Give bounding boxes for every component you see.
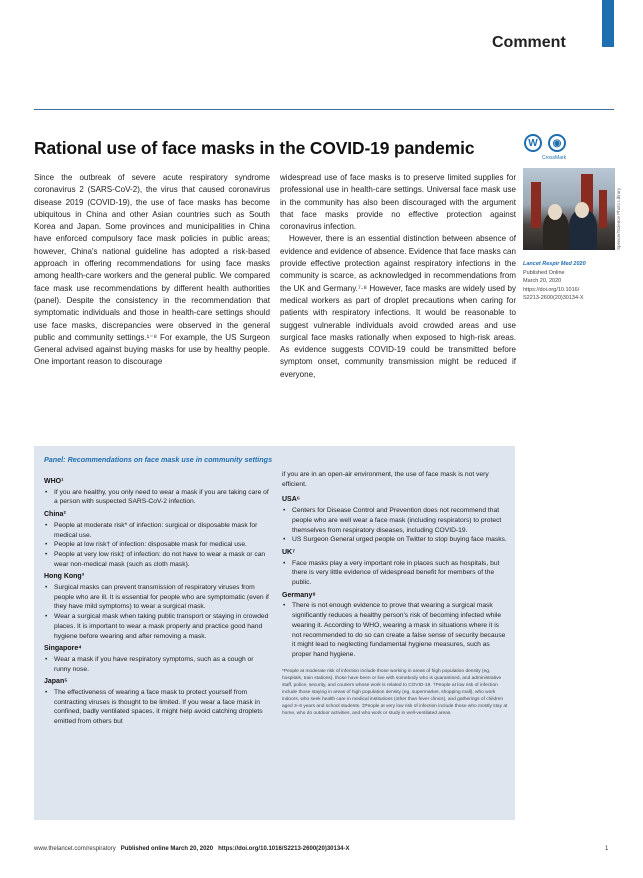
panel-heading-germany: Germany⁸ (282, 591, 316, 599)
doi-link-part-2[interactable]: S2213-2600(20)30134-X (523, 295, 584, 301)
panel-title: Panel: Recommendations on face mask use in community settings (44, 455, 273, 464)
panel-heading-hong-kong: Hong Kong³ (44, 573, 85, 581)
article-title: Rational use of face masks in the COVID-19 pandemic (34, 138, 475, 158)
page-footer (34, 846, 350, 852)
footer-site-link[interactable]: www.thelancet.com/respiratory (34, 846, 116, 852)
panel-heading-japan: Japan⁵ (44, 678, 68, 686)
section-color-bar (602, 0, 614, 47)
panel-heading-uk: UK⁷ (282, 548, 295, 556)
footer-published: Published online March 20, 2020 (120, 846, 214, 852)
journal-name: Lancet Respir Med 2020 (523, 261, 586, 267)
panel-column-left (44, 474, 272, 727)
panel-item: • US Surgeon General urged people on Twitter to stop buying face masks. (282, 535, 510, 545)
panel-item: • Wear a surgical mask when taking public transport or staying in crowded places. It is important to wear a mask properly and practice good hand hygiene before wearing and after removing a mask. (44, 612, 272, 641)
panel-heading-singapore: Singapore⁴ (44, 645, 82, 653)
body-paragraph: widespread use of face masks is to preserve limited supplies for professional use in health-care settings. Universal face mask use in the community has also been discouraged with the argument that face masks provide no effective protection against coronavirus infection. (280, 173, 516, 232)
panel-item: • Wear a mask if you have respiratory symptoms, such as a cough or runny nose. (44, 655, 272, 674)
panel-item: • People at very low risk‡ of infection: do not have to wear a mask or can wear non-medical mask (such as cloth mask). (44, 550, 272, 569)
page-number: 1 (605, 846, 609, 852)
panel-column-right (282, 470, 510, 717)
panel-heading-china: China² (44, 511, 66, 519)
panel-heading-usa: USA⁶ (282, 496, 301, 504)
panel-heading-who: WHO¹ (44, 478, 64, 485)
body-paragraph: However, there is an essential distinction between absence of evidence and evidence of absence. Evidence that face masks can provide effective protection against respiratory infections in the community is scarce, as acknowledged in recommendations from the UK and Germany.⁷·⁸ However, face masks are widely used by medical workers as part of droplet precautions when caring for patients with respiratory infections. It would be reasonable to suggest vulnerable individuals avoid crowded areas and use surgical face masks rationally when exposed to high-risk areas. As evidence suggests COVID-19 could be transmitted before symptom onset, community transmission might be reduced if everyone, (280, 234, 516, 379)
panel-item: • People at low risk† of infection: disposable mask for medical use. (44, 540, 272, 550)
panel-item: • People at moderate risk* of infection: surgical or disposable mask for medical use. (44, 521, 272, 540)
logo-row (524, 134, 566, 152)
body-column-left (34, 172, 270, 369)
panel-item: • There is not enough evidence to prove that wearing a surgical mask significantly reduces a healthy person's risk of becoming infected while wearing it. According to WHO, wearing a mask in situations where it is not recommended to do so can create a false sense of security because it might lead to neglecting fundamental hygiene measures, such as proper hand hygiene. (282, 601, 510, 659)
crossmark-icon[interactable]: ◉ (548, 134, 566, 152)
w-logo-icon[interactable]: W (524, 134, 542, 152)
published-date: March 20, 2020 (523, 278, 562, 284)
section-label: Comment (492, 34, 566, 51)
body-column-right (280, 172, 516, 381)
recommendations-panel (34, 446, 515, 820)
panel-item: • Surgical masks can prevent transmission of respiratory viruses from people who are ill. It is essential for people who are symptomatic (even if they have mild symptoms) to wear a surgical mask. (44, 583, 272, 612)
published-label: Published Online (523, 269, 565, 276)
panel-item: • Face masks play a very important role in places such as hospitals, but there is very little evidence of widespread benefit for members of the public. (282, 559, 510, 588)
article-photo (523, 168, 615, 250)
article-meta (523, 260, 618, 303)
crossmark-caption: CrossMark (542, 155, 567, 161)
panel-item: • Centers for Disease Control and Prevention does not recommend that people who are well wear a face mask (including respirators) to protect themselves from respiratory diseases, including COVID-19. (282, 506, 510, 535)
panel-item: • If you are healthy, you only need to wear a mask if you are taking care of a person with suspected SARS-CoV-2 infection. (44, 488, 272, 507)
footer-doi-link[interactable]: https://doi.org/10.1016/S2213-2600(20)30134-X (218, 846, 350, 852)
panel-item: • The effectiveness of wearing a face mask to protect yourself from contracting viruses is thought to be limited. If you wear a face mask in confined, badly ventilated spaces, it might help avoid catching droplets emitted from others but (44, 688, 272, 727)
panel-footnote: *People at moderate risk of infection include those working in areas of high population density (eg, hospitals, train stations), those have been or live with somebody who is quarantined, and administrative staff, police, security, and couriers whose work is related to COVID-19. †People at low risk of infection include those staying in areas of high population density (eg, supermarket, shopping mall), who work indoors, who seek health care in medical institutions (other than fever clinics), and gatherings of children aged 3–6 years and school students. ‡People at very low risk of infection include those who mostly stay at home, who do outdoor activities, and who work or study in well-ventilated areas. (282, 668, 508, 716)
body-paragraph: Since the outbreak of severe acute respiratory syndrome coronavirus 2 (SARS-CoV-2), the virus that caused coronavirus disease 2019 (COVID-19), the use of face masks has become ubiquitous in China and other Asian countries such as South Korea and Japan. Some provinces and municipalities in China have enforced compulsory face mask policies in public areas; however, China's national guideline has adopted a risk-based approach in offering recommendations for using face masks among health-care workers and the general public. We compared face mask use recommendations by different health authorities (panel). Despite the consistency in the recommendation that symptomatic individuals and those in health-care settings should use face masks, discrepancies were observed in the general public and community settings.¹⁻⁸ For example, the US Surgeon General advised against buying masks for use by healthy people. One important reason to discourage (34, 173, 270, 367)
doi-link-part-1[interactable]: https://doi.org/10.1016/ (523, 286, 580, 293)
header-divider (34, 109, 614, 110)
panel-continuation: if you are in an open-air environment, the use of face mask is not very efficient. (282, 471, 489, 488)
photo-credit: Spencer/Science Photo Library (616, 187, 621, 250)
